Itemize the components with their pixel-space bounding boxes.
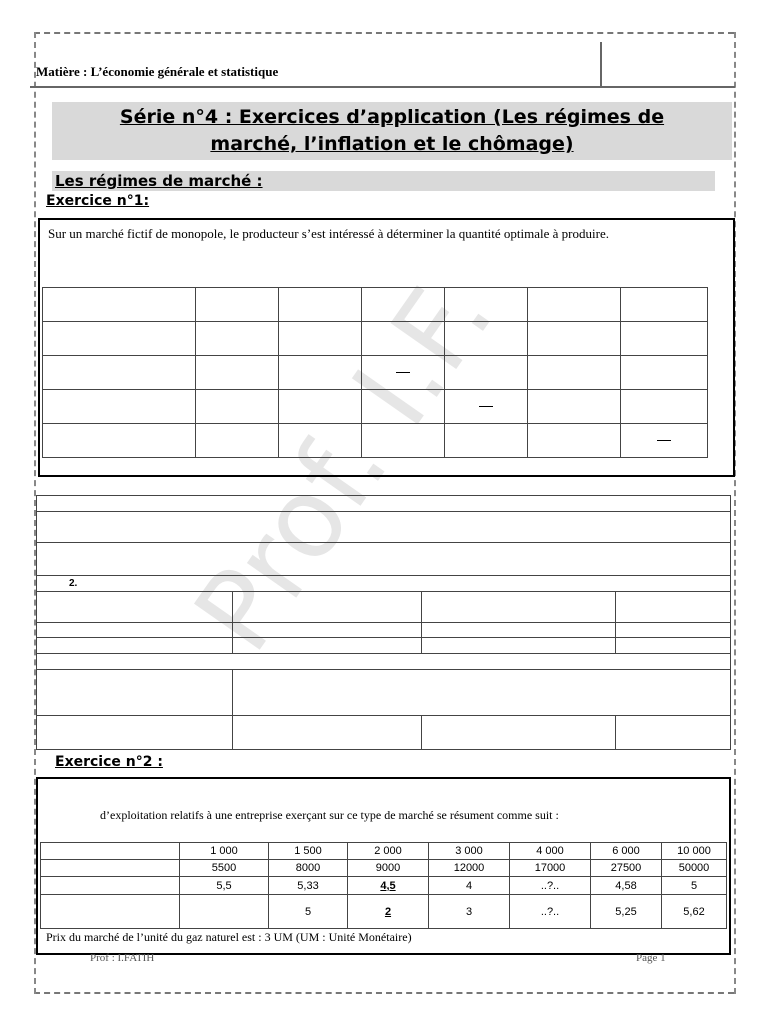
- footer-page-number: Page 1: [636, 952, 666, 964]
- table-row: [43, 288, 708, 322]
- watermark: Prof. I.F.: [170, 253, 518, 674]
- table-row: [37, 496, 731, 512]
- exercise-1-table: [42, 287, 708, 458]
- table-row: 5,5 5,33 4,5 4 ..?.. 4,58 5: [41, 877, 727, 895]
- section-heading: Les régimes de marché :: [55, 172, 263, 190]
- table-row: [37, 654, 731, 670]
- table-row: [43, 322, 708, 356]
- table-row: [37, 576, 731, 592]
- exercise-1-intro: Sur un marché fictif de monopole, le producteur s’est intéressé à déterminer la quantité optimale à produire.: [48, 226, 609, 241]
- header-separator: [600, 42, 602, 86]
- table-row: [37, 623, 731, 638]
- fraction-bar: [479, 406, 493, 407]
- subject-header: Matière : L’économie générale et statistique: [36, 64, 279, 79]
- table-row: [37, 716, 731, 750]
- price-note: Prix du marché de l’unité du gaz naturel est : 3 UM (UM : Unité Monétaire): [46, 930, 412, 944]
- table-row: [37, 543, 731, 576]
- header-rule: [30, 86, 735, 88]
- item-2-label: 2.: [37, 576, 731, 592]
- exercise-2-intro: d’exploitation relatifs à une entreprise exerçant sur ce type de marché se résument comme suit :: [100, 808, 559, 822]
- page-border-right: [734, 32, 736, 994]
- fraction-bar: [657, 440, 671, 441]
- table-row: 1 000 1 500 2 000 3 000 4 000 6 000 10 000: [41, 843, 727, 860]
- page-border-bottom: [34, 992, 734, 994]
- exercise-2-table: [40, 842, 727, 929]
- table-row: [43, 356, 708, 390]
- footer-author: Prof : I.FATIH: [90, 952, 155, 964]
- table-row: 5500 8000 9000 12000 17000 27500 50000: [41, 860, 727, 877]
- title-line-1: Série n°4 : Exercices d’application (Les régimes de: [119, 106, 665, 128]
- table-row: [37, 512, 731, 543]
- table-row: [43, 390, 708, 424]
- fraction-bar: [396, 372, 410, 373]
- exercise-2-heading: Exercice n°2 :: [55, 754, 163, 770]
- table-row: 5 2 3 ..?.. 5,25 5,62: [41, 895, 727, 929]
- page-border-top: [34, 32, 734, 34]
- title-line-2: marché, l’inflation et le chômage): [210, 133, 574, 155]
- table-row: [43, 424, 708, 458]
- table-row: [37, 670, 731, 716]
- page-title: [52, 104, 732, 158]
- table-row: [37, 638, 731, 654]
- table-row: [37, 592, 731, 623]
- exercise-1-heading: Exercice n°1:: [46, 193, 150, 209]
- exercise-1-answer-table: [36, 495, 731, 750]
